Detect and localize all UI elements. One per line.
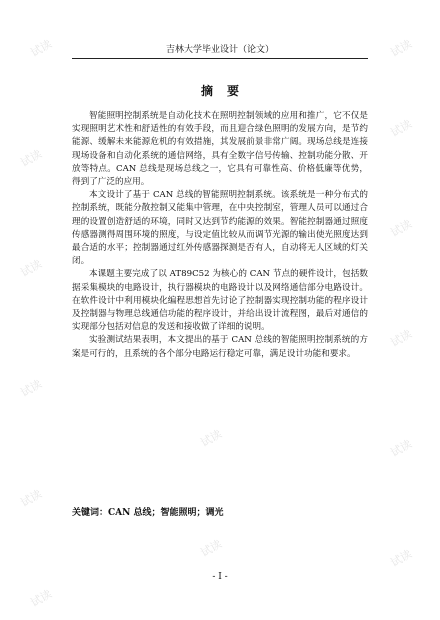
page-number: - I - <box>212 572 228 582</box>
watermark: 试读 <box>388 437 415 460</box>
watermark: 试读 <box>388 547 415 570</box>
watermark: 试读 <box>198 537 225 560</box>
abstract-title: 摘要 <box>200 84 253 98</box>
watermark: 试读 <box>198 427 225 450</box>
watermark: 试读 <box>388 327 415 350</box>
watermark: 试读 <box>28 587 55 610</box>
header-divider <box>72 58 368 59</box>
watermark: 试读 <box>388 37 415 60</box>
watermark: 试读 <box>388 117 415 140</box>
watermark: 试读 <box>18 257 45 280</box>
watermark: 试读 <box>18 377 45 400</box>
paragraph-4: 实验测试结果表明，本文提出的基于 CAN 总线的智能照明控制系统的方案是可行的，且系统的各个部分电路运行稳定可靠，满足设计功能和要求。 <box>72 335 368 359</box>
paragraph-3: 本课题主要完成了以 AT89C52 为核心的 CAN 节点的硬件设计，包括数据采集模块的电路设计，执行器模块的电路设计以及网络通信部分电路设计。在软件设计中利用模块化编程思想首先讨论了控制器实现控制功能的程序设计及控制器与物理总线通信功能的程序设计，并给出设计流程图，最后对通信的实现部分包括对信息的发送和接收做了详细的说明。 <box>72 269 368 333</box>
watermark: 试读 <box>388 217 415 240</box>
watermark: 试读 <box>28 37 55 60</box>
paragraph-1: 智能照明控制系统是自动化技术在照明控制领域的应用和推广，它不仅是实现照明艺术性和舒适性的有效手段，而且迎合绿色照明的发展方向，是节约能源、缓解未来能源危机的有效措施，其发展前景非常广阔。现场总线是连接现场设备和自动化系统的通信网络，具有全数字信号传输、控制功能分散、开放等特点。CAN 总线是现场总线之一，它具有可靠性高、价格低廉等优势，得到了广泛的应用。 <box>72 111 368 188</box>
paragraph-2: 本文设计了基于 CAN 总线的智能照明控制系统。该系统是一种分布式的控制系统，既能分散控制又能集中管理，在中央控制室，管理人员可以通过合理的设置创造舒适的环境，同时又达到节约能源的效果。智能控制器通过照度传感器测得周围环境的照度，与设定值比较从而调节光源的输出使光照度达到最合适的水平；控制器通过红外传感器探测是否有人，自动将无人区域的灯关闭。 <box>72 190 368 267</box>
abstract-body <box>72 110 368 361</box>
keywords-line: 关键词：CAN 总线；智能照明；调光 <box>72 508 224 518</box>
watermark: 试读 <box>18 487 45 510</box>
running-header: 吉林大学毕业设计（论文） <box>165 45 274 55</box>
watermark: 试读 <box>18 147 45 170</box>
